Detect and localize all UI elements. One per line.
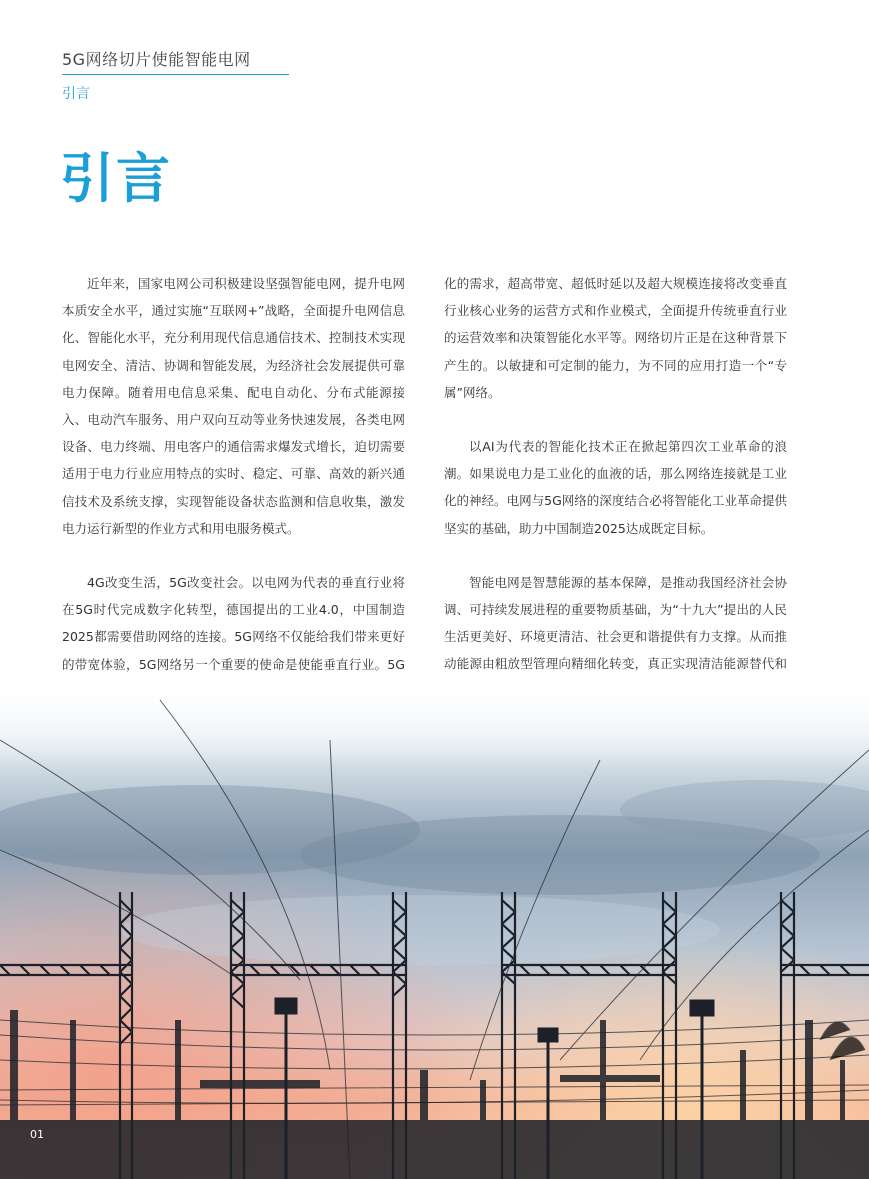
paragraph: 智能电网是智慧能源的基本保障，是推动我国经济社会协调、可持续发展进程的重要物质基础，为“十九大”提出的人民生活更美好、环境更清洁、社会更和谐提供有力支撑。从而推动能源由粗放型管理向精细化转变，真正实现清洁能源替代和 xyxy=(444,574,787,672)
power-grid-photo xyxy=(0,680,869,1179)
page-number: 01 xyxy=(30,1128,44,1141)
paragraph: 4G改变生活，5G改变社会。以电网为代表的垂直行业将在5G时代完成数字化转型，德国提出的工业4.0，中国制造2025都需要借助网络的连接。5G网络不仅能给我们带来更好的带宽体验，5G网络另一个重要的使命是使能垂直行业。5G xyxy=(62,575,405,672)
paragraph-continuation: 化的需求，超高带宽、超低时延以及超大规模连接将改变垂直行业核心业务的运营方式和作业模式，全面提升传统垂直行业的运营效率和决策智能化水平等。网络切片正是在这种背景下产生的。以敏捷和可定制的能力，为不同的应用打造一个“专属”网络。 xyxy=(444,276,787,400)
header-divider xyxy=(62,74,289,75)
left-text-column xyxy=(62,270,405,732)
paragraph: 以AI为代表的智能化技术正在掀起第四次工业革命的浪潮。如果说电力是工业化的血液的话，那么网络连接就是工业化的神经。电网与5G网络的深度结合必将智能化工业革命提供坚实的基础，助力中国制造2025达成既定目标。 xyxy=(444,439,787,536)
page-title: 引言 xyxy=(60,147,172,210)
document-header-title: 5G网络切片使能智能电网 xyxy=(62,50,251,69)
paragraph: 近年来，国家电网公司积极建设坚强智能电网，提升电网本质安全水平，通过实施“互联网+”战略，全面提升电网信息化、智能化水平，充分利用现代信息通信技术、控制技术实现电网安全、清洁、协调和智能发展，为经济社会发展提供可靠电力保障。随着用电信息采集、配电自动化、分布式能源接入、电动汽车服务、用户双向互动等业务快速发展，各类电网设备、电力终端、用电客户的通信需求爆发式增长，迫切需要适用于电力行业应用特点的实时、稳定、可靠、高效的新兴通信技术及系统支撑，实现智能设备状态监测和信息收集，激发电力运行新型的作业方式和用电服务模式。 xyxy=(62,276,405,536)
right-text-column xyxy=(444,270,787,732)
section-label: 引言 xyxy=(62,86,90,102)
